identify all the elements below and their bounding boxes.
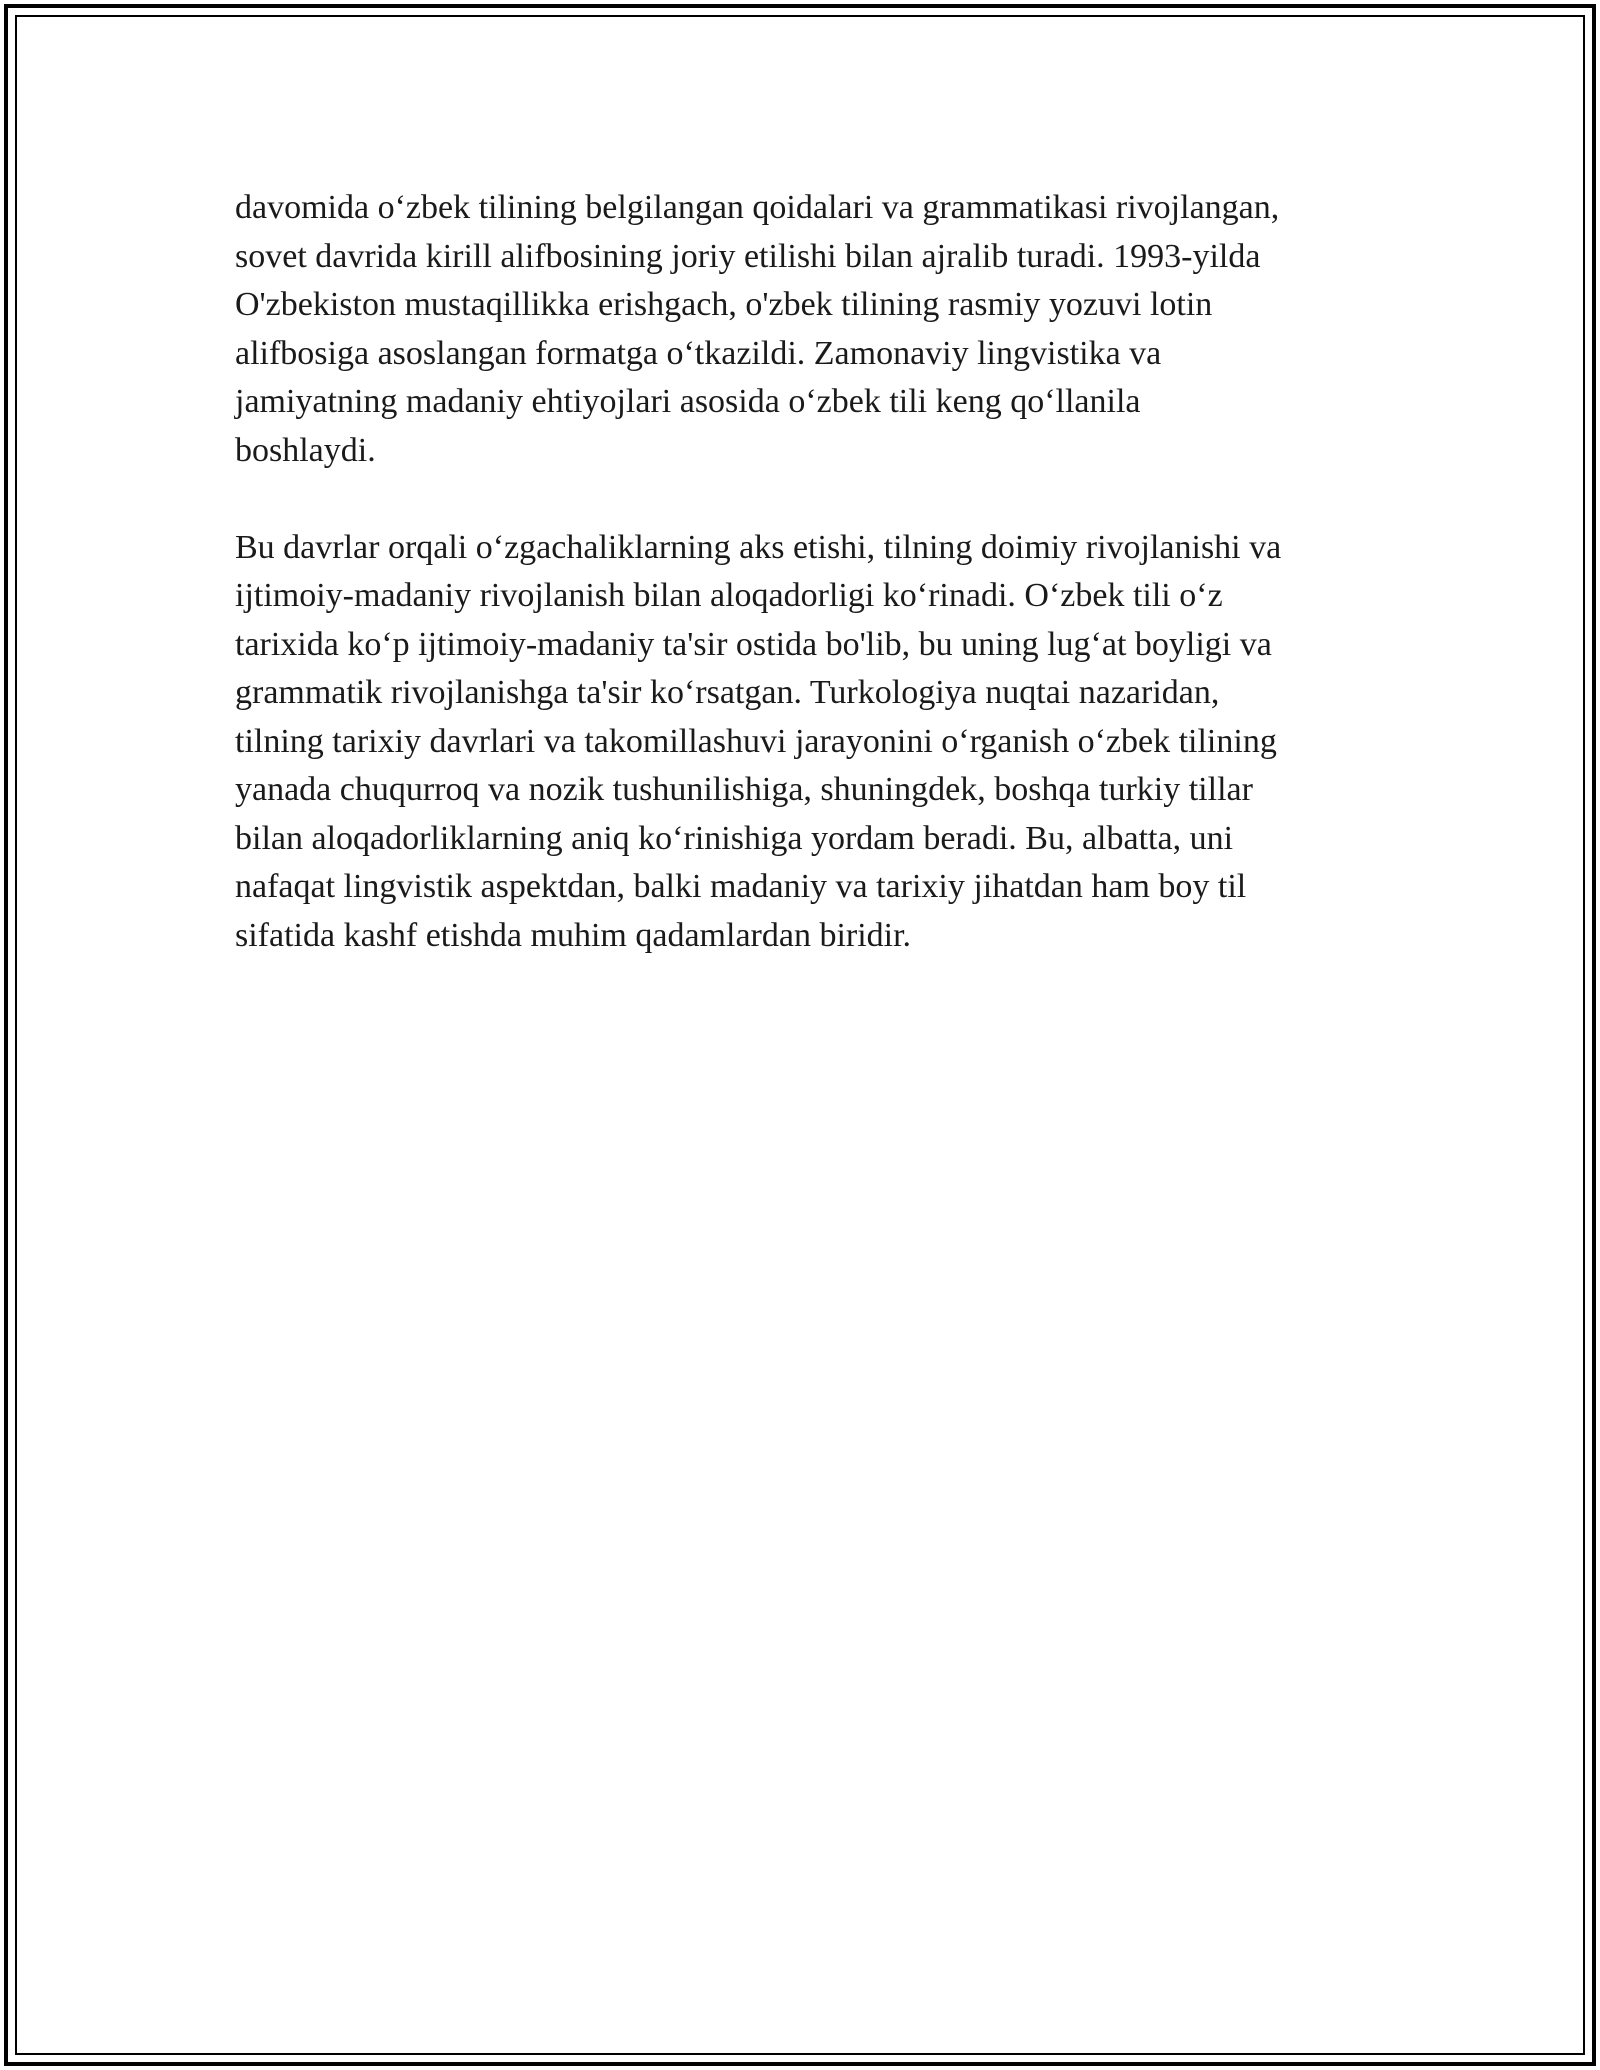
text-line: grammatik rivojlanishga ta'sir ko‘rsatgan. Turkologiya nuqtai nazaridan, (235, 674, 1220, 711)
text-line: tarixida ko‘p ijtimoiy-madaniy ta'sir ostida bo'lib, bu uning lug‘at boyligi va (235, 625, 1272, 663)
paragraph-2 (235, 524, 1370, 961)
text-line: tilning tarixiy davrlari va takomillashuvi jarayonini o‘rganish o‘zbek tilining (235, 722, 1277, 760)
text-line: davomida o‘zbek tilining belgilangan qoidalari va grammatikasi rivojlangan, (235, 189, 1280, 226)
document-body (235, 184, 1370, 1009)
text-line: ijtimoiy-madaniy rivojlanish bilan aloqadorligi ko‘rinadi. O‘zbek tili o‘z (235, 577, 1223, 614)
text-line: sifatida kashf etishda muhim qadamlardan biridir. (235, 916, 912, 954)
text-line: yanada chuqurroq va nozik tushunilishiga, shuningdek, boshqa turkiy tillar (235, 771, 1253, 808)
text-line: nafaqat lingvistik aspektdan, balki madaniy va tarixiy jihatdan ham boy til (235, 868, 1247, 905)
text-line: sovet davrida kirill alifbosining joriy etilishi bilan ajralib turadi. 1993-yilda (235, 237, 1261, 275)
text-line: jamiyatning madaniy ehtiyojlari asosida o‘zbek tili keng qo‘llanila (235, 383, 1141, 420)
text-line: alifbosiga asoslangan formatga o‘tkazildi. Zamonaviy lingvistika va (235, 334, 1162, 372)
text-line: Bu davrlar orqali o‘zgachaliklarning aks etishi, tilning doimiy rivojlanishi va (235, 528, 1282, 566)
text-line: boshlaydi. (235, 431, 376, 469)
paragraph-1 (235, 184, 1370, 475)
text-line: bilan aloqadorliklarning aniq ko‘rinishiga yordam beradi. Bu, albatta, uni (235, 819, 1234, 857)
text-line: O'zbekiston mustaqillikka erishgach, o'zbek tilining rasmiy yozuvi lotin (235, 286, 1213, 323)
